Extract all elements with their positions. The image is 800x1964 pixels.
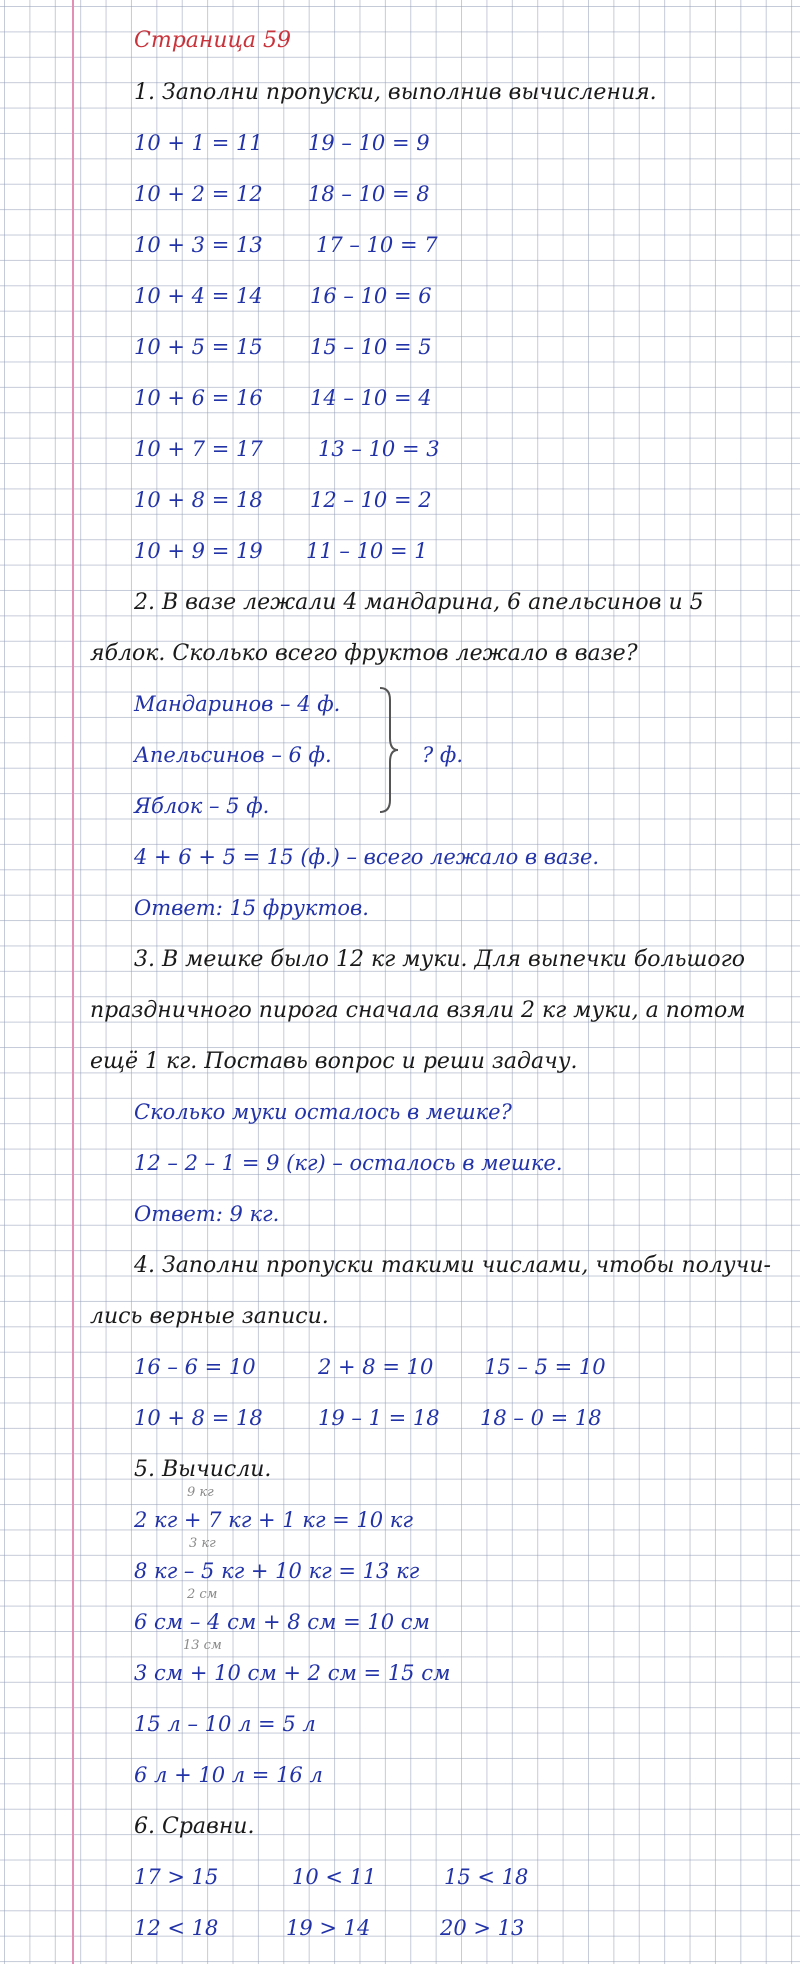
task4-r1-c2: 2 + 8 = 10 — [318, 1355, 434, 1379]
task1-left-6: 10 + 6 = 16 — [134, 386, 263, 410]
task4-r1-c3: 15 – 5 = 10 — [484, 1355, 606, 1379]
task1-right-5: 15 – 10 = 5 — [310, 335, 432, 359]
task2-item-oranges: Апельсинов – 6 ф. — [134, 743, 332, 767]
task4-r2-c3: 18 – 0 = 18 — [480, 1406, 602, 1430]
task1-heading: 1. Заполни пропуски, выполнив вычисления. — [134, 80, 657, 105]
task3-question: Сколько муки осталось в мешке? — [134, 1100, 512, 1124]
task5-hint-3: 2 см — [187, 1587, 218, 1602]
task4-r2-c2: 19 – 1 = 18 — [318, 1406, 440, 1430]
task1-right-2: 18 – 10 = 8 — [308, 182, 430, 206]
task1-right-4: 16 – 10 = 6 — [310, 284, 432, 308]
task2-heading-line2: яблок. Сколько всего фруктов лежало в вазе? — [90, 641, 638, 666]
task3-heading-line2: праздничного пирога сначала взяли 2 кг муки, а потом — [90, 998, 746, 1023]
task5-hint-4: 13 см — [183, 1638, 222, 1653]
task6-r1-c3: 15 < 18 — [444, 1865, 529, 1889]
task6-r1-c2: 10 < 11 — [292, 1865, 377, 1889]
task5-line-5: 15 л – 10 л = 5 л — [134, 1712, 316, 1736]
task6-heading: 6. Сравни. — [134, 1814, 255, 1839]
task2-brace-label: ? ф. — [422, 743, 464, 767]
task3-heading-line3: ещё 1 кг. Поставь вопрос и реши задачу. — [90, 1049, 578, 1074]
task4-heading-line2: лись верные записи. — [90, 1304, 329, 1329]
task1-left-1: 10 + 1 = 11 — [134, 131, 263, 155]
task2-item-apples: Яблок – 5 ф. — [134, 794, 270, 818]
task2-answer: Ответ: 15 фруктов. — [134, 896, 369, 920]
task5-line-3: 6 см – 4 см + 8 см = 10 см — [134, 1610, 430, 1634]
task3-heading-line1: 3. В мешке было 12 кг муки. Для выпечки большого — [134, 947, 745, 972]
task1-right-3: 17 – 10 = 7 — [316, 233, 438, 257]
task6-r2-c2: 19 > 14 — [286, 1916, 371, 1940]
task5-line-4: 3 см + 10 см + 2 см = 15 см — [134, 1661, 451, 1685]
task1-left-9: 10 + 9 = 19 — [134, 539, 263, 563]
task2-item-mandarins: Мандаринов – 4 ф. — [134, 692, 341, 716]
task1-right-9: 11 – 10 = 1 — [306, 539, 428, 563]
task1-right-6: 14 – 10 = 4 — [310, 386, 432, 410]
task5-line-1: 2 кг + 7 кг + 1 кг = 10 кг — [134, 1508, 413, 1532]
task3-solution: 12 – 2 – 1 = 9 (кг) – осталось в мешке. — [134, 1151, 563, 1175]
curly-brace-icon — [378, 686, 400, 814]
task1-right-7: 13 – 10 = 3 — [318, 437, 440, 461]
task1-left-5: 10 + 5 = 15 — [134, 335, 263, 359]
task1-right-1: 19 – 10 = 9 — [308, 131, 430, 155]
notebook-margin-line — [72, 0, 74, 1964]
task6-r1-c1: 17 > 15 — [134, 1865, 219, 1889]
task5-hint-2: 3 кг — [189, 1536, 216, 1551]
task1-left-7: 10 + 7 = 17 — [134, 437, 263, 461]
task4-heading-line1: 4. Заполни пропуски такими числами, чтобы получи- — [134, 1253, 771, 1278]
task4-r2-c1: 10 + 8 = 18 — [134, 1406, 263, 1430]
task3-answer: Ответ: 9 кг. — [134, 1202, 280, 1226]
task4-r1-c1: 16 – 6 = 10 — [134, 1355, 256, 1379]
page-title: Страница 59 — [134, 28, 292, 53]
task6-r2-c3: 20 > 13 — [440, 1916, 525, 1940]
task2-heading-line1: 2. В вазе лежали 4 мандарина, 6 апельсинов и 5 — [134, 590, 704, 615]
task6-r2-c1: 12 < 18 — [134, 1916, 219, 1940]
task5-line-2: 8 кг – 5 кг + 10 кг = 13 кг — [134, 1559, 420, 1583]
task1-left-4: 10 + 4 = 14 — [134, 284, 263, 308]
task5-heading: 5. Вычисли. — [134, 1457, 272, 1482]
task1-right-8: 12 – 10 = 2 — [310, 488, 432, 512]
task5-hint-1: 9 кг — [187, 1485, 214, 1500]
task1-left-3: 10 + 3 = 13 — [134, 233, 263, 257]
task5-line-6: 6 л + 10 л = 16 л — [134, 1763, 323, 1787]
task1-left-8: 10 + 8 = 18 — [134, 488, 263, 512]
task2-solution: 4 + 6 + 5 = 15 (ф.) – всего лежало в вазе. — [134, 845, 600, 869]
task1-left-2: 10 + 2 = 12 — [134, 182, 263, 206]
